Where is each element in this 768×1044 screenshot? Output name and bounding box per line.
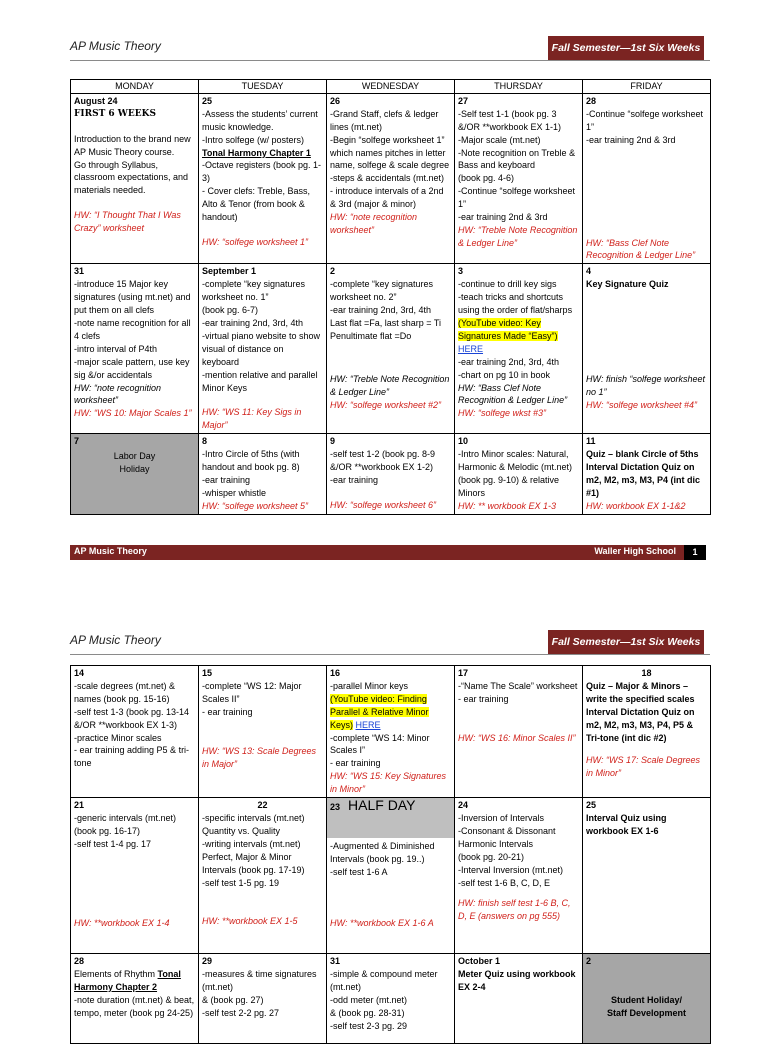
lesson-text: -note name recognition for all 4 clefs xyxy=(74,317,191,341)
day-number: October 1 xyxy=(458,956,501,967)
lesson-text: -mention relative and parallel Minor Keys xyxy=(202,369,318,393)
lesson-text: -ear training 2nd & 3rd xyxy=(586,134,676,145)
lesson-text: -practice Minor scales xyxy=(74,732,162,743)
quiz-label: Quiz – blank Circle of 5ths xyxy=(586,449,699,460)
lesson-text: -Note recognition on Treble & Bass and keyboard xyxy=(458,147,576,171)
lesson-text: -ear training 2nd, 3rd, 4th xyxy=(330,305,432,316)
lesson-text: -ear training xyxy=(202,474,251,485)
lesson-text: -parallel Minor keys xyxy=(330,680,409,691)
lesson-text: -writing intervals (mt.net) Perfect, Major & Minor Intervals (book pg. 17-19) xyxy=(202,838,305,875)
day-cell-sep-2 xyxy=(327,264,455,434)
quiz-label: Interval Dictation Quiz on m2, M2, m3, M3, P4, P5 & Tri-tone (int dic #2) xyxy=(586,706,695,743)
homework-text: HW: workbook EX 1-1&2 xyxy=(586,500,686,511)
day-cell-sep-4 xyxy=(583,264,711,434)
lesson-text: -Interval Inversion (mt.net) xyxy=(458,864,564,875)
week-row xyxy=(71,434,711,514)
homework-text: HW: “I Thought That I Was Crazy” worksheet xyxy=(74,210,181,234)
day-header: FRIDAY xyxy=(583,80,711,94)
lesson-text: -complete “WS 14: Minor Scales I” xyxy=(330,732,430,756)
quiz-label: Key Signature Quiz xyxy=(586,279,669,290)
day-header: TUESDAY xyxy=(199,80,327,94)
semester-badge: Fall Semester—1st Six Weeks xyxy=(548,630,704,655)
lesson-text: -simple & compound meter (mt.net) xyxy=(330,968,438,992)
lesson-text: -ear training xyxy=(330,474,379,485)
quiz-label: Interval Dictation Quiz on m2, M2, m3, M3, P4 (int dic #1) xyxy=(586,462,701,498)
day-number: 10 xyxy=(458,436,469,447)
lesson-text: Elements of Rhythm xyxy=(74,968,156,979)
day-number: 9 xyxy=(330,436,336,447)
course-title: AP Music Theory xyxy=(70,39,161,53)
day-number: 28 xyxy=(586,95,597,106)
footer-course: AP Music Theory xyxy=(74,546,147,556)
homework-text: HW: **workbook EX 1-5 xyxy=(202,916,298,927)
day-cell-sep-29 xyxy=(199,954,327,1044)
homework-text: HW: “solfege worksheet 5” xyxy=(202,500,309,511)
homework-text: HW: “note recognition worksheet” xyxy=(330,212,418,235)
day-header: WEDNESDAY xyxy=(327,80,455,94)
youtube-note: (YouTube video: Key Signatures Made “Easy”) xyxy=(458,317,558,341)
day-number: 27 xyxy=(458,95,469,106)
course-title: AP Music Theory xyxy=(70,633,161,647)
lesson-text: -odd meter (mt.net) xyxy=(330,994,408,1005)
day-header: THURSDAY xyxy=(455,80,583,94)
homework-text: HW: “WS 11: Key Sigs in Major” xyxy=(202,407,302,431)
day-number: 14 xyxy=(74,668,85,678)
lesson-text: -Intro Circle of 5ths (with handout and book pg. 8) xyxy=(202,449,300,473)
homework-text: HW: “WS 15: Key Signatures in Minor” xyxy=(330,771,447,795)
lesson-text: -measures & time signatures (mt.net) xyxy=(202,968,317,992)
lesson-text: -self test 1-5 pg. 19 xyxy=(202,877,280,888)
quiz-label: Quiz – Major & Minors – write the specified scales xyxy=(586,680,695,704)
day-number: August 24 xyxy=(74,95,118,106)
day-cell-oct-2 xyxy=(583,954,711,1044)
lesson-text: Go through Syllabus, classroom expectations, and materials needed. xyxy=(74,159,189,196)
video-link[interactable]: HERE xyxy=(355,719,381,730)
week-row xyxy=(71,798,711,954)
day-number: 29 xyxy=(202,956,213,967)
lesson-text: -ear training 2nd & 3rd xyxy=(458,212,548,223)
lesson-text: - ear training xyxy=(330,758,381,769)
footer-school: Waller High School xyxy=(594,546,676,556)
lesson-text: Penultimate flat =Do xyxy=(330,330,412,341)
page-footer xyxy=(70,545,706,560)
homework-text: HW: “solfege worksheet #4” xyxy=(586,399,698,410)
day-cell-sep-18 xyxy=(583,666,711,798)
page-header-2 xyxy=(0,628,768,668)
homework-text: HW: “Treble Note Recognition & Ledger Line” xyxy=(330,373,450,397)
lesson-text: (book pg. 6-7) xyxy=(202,305,259,316)
youtube-note: (YouTube video: Finding Parallel & Relative Minor Keys) xyxy=(330,693,429,730)
day-cell-sep-8 xyxy=(199,434,327,514)
day-number: 15 xyxy=(202,668,213,678)
week-row xyxy=(71,954,711,1044)
holiday-label: Student Holiday/ xyxy=(610,994,682,1005)
lesson-text: -self test 1-2 (book pg. 8-9 &/OR **workbook EX 1-2) xyxy=(330,449,436,473)
lesson-text: -whisper whistle xyxy=(202,487,267,498)
day-cell-sep-1 xyxy=(199,264,327,434)
day-number: 26 xyxy=(330,95,341,106)
day-cell-sep-16 xyxy=(327,666,455,798)
lesson-text: -scale degrees (mt.net) & names (book pg. 15-16) xyxy=(74,680,176,704)
day-cell-sep-22 xyxy=(199,798,327,954)
day-cell-sep-3 xyxy=(455,264,583,434)
lesson-text: -specific intervals (mt.net) Quantity vs. Quality xyxy=(202,812,305,836)
lesson-text: Introduction to the brand new AP Music Theory course. xyxy=(74,133,191,157)
day-cell-sep-31 xyxy=(327,954,455,1044)
lesson-text: -self test 1-3 (book pg. 13-14 &/OR **workbook EX 1-3) xyxy=(74,706,190,730)
homework-text: HW: finish “solfege worksheet no 1” xyxy=(586,374,706,398)
homework-text: HW: **workbook EX 1-6 A xyxy=(330,917,434,928)
homework-text: HW: **workbook EX 1-4 xyxy=(74,917,170,928)
lesson-text: -Octave registers (book pg. 1-3) xyxy=(202,160,322,184)
homework-text: HW: “WS 10: Major Scales 1” xyxy=(74,408,192,419)
day-number: 25 xyxy=(586,800,597,811)
quiz-label: Interval Quiz using workbook EX 1-6 xyxy=(586,812,667,836)
day-cell-aug-25 xyxy=(199,93,327,263)
day-cell-sep-24 xyxy=(455,798,583,954)
day-number: 23 xyxy=(330,802,341,813)
day-number: 11 xyxy=(586,436,596,447)
homework-text: HW: “WS 13: Scale Degrees in Major” xyxy=(202,745,317,769)
day-cell-sep-15 xyxy=(199,666,327,798)
day-number: 16 xyxy=(330,668,341,678)
day-cell-aug-26 xyxy=(327,93,455,263)
lesson-text: -note duration (mt.net) & beat, tempo, meter (book pg 24-25) xyxy=(74,994,195,1018)
quiz-label: Meter Quiz using workbook EX 2-4 xyxy=(458,968,576,992)
lesson-text: -ear training 2nd, 3rd, 4th xyxy=(458,356,560,367)
lesson-text: -chart on pg 10 in book xyxy=(458,369,551,380)
lesson-text: -complete “key signatures worksheet no. 1” xyxy=(202,279,306,303)
lesson-text: -self test 1-4 pg. 17 xyxy=(74,838,152,849)
lesson-text: -Intro solfege (w/ posters) xyxy=(202,134,305,145)
header-divider xyxy=(70,60,710,61)
lesson-text: -complete “key signatures worksheet no. 2” xyxy=(330,279,434,303)
lesson-text: -introduce 15 Major key signatures (using mt.net) and put them on all clefs xyxy=(74,279,191,316)
first-six-weeks-label: FIRST 6 WEEKS xyxy=(74,108,156,119)
lesson-text: - ear training xyxy=(202,706,253,717)
day-number: 2 xyxy=(330,266,336,277)
lesson-text: -complete “WS 12: Major Scales II” xyxy=(202,680,302,704)
lesson-text: -ear training 2nd, 3rd, 4th xyxy=(202,317,304,328)
lesson-text: -Major scale (mt.net) xyxy=(458,134,541,145)
lesson-text: -self test 1-6 A xyxy=(330,866,388,877)
holiday-label: Holiday xyxy=(119,464,150,475)
day-number: 31 xyxy=(74,266,85,277)
chapter-reference: Tonal Harmony Chapter 2 xyxy=(74,968,181,992)
day-cell-sep-25 xyxy=(583,798,711,954)
homework-text: HW: “solfege worksheet 6” xyxy=(330,499,437,510)
lesson-text: -“Name The Scale” worksheet xyxy=(458,680,578,691)
lesson-text: Last flat =Fa, last sharp = Ti xyxy=(330,317,442,328)
homework-text: HW: “WS 17: Scale Degrees in Minor” xyxy=(586,755,701,779)
lesson-text: -teach tricks and shortcuts using the order of flat/sharps xyxy=(458,292,573,316)
homework-text: HW: “note recognition worksheet” xyxy=(74,382,162,406)
day-number: 28 xyxy=(74,956,85,967)
lesson-text: -Continue “solfege worksheet 1” xyxy=(586,108,704,132)
day-number: 24 xyxy=(458,800,469,811)
day-cell-oct-1 xyxy=(455,954,583,1044)
lesson-text: -virtual piano website to show visual of distance on keyboard xyxy=(202,330,321,367)
lesson-text: -Consonant & Dissonant Harmonic Intervals xyxy=(458,825,556,849)
half-day-label: HALF DAY xyxy=(348,797,416,814)
day-cell-sep-23 xyxy=(327,798,455,954)
lesson-text: - ear training adding P5 & tri-tone xyxy=(74,745,190,769)
day-cell-aug-28 xyxy=(583,93,711,263)
lesson-text: -generic intervals (mt.net) (book pg. 16-17) xyxy=(74,812,177,836)
calendar-table-page-2 xyxy=(70,665,711,1044)
homework-text: HW: “Bass Clef Note Recognition & Ledger Line” xyxy=(458,382,568,406)
lesson-text: - Cover clefs: Treble, Bass, Alto & Tenor (from book & handout) xyxy=(202,186,311,223)
lesson-text: (book pg. 4-6) xyxy=(458,173,515,184)
lesson-text: -Intro Minor scales: Natural, Harmonic & Melodic (mt.net) (book pg. 9-10) & relative Minors xyxy=(458,449,573,498)
lesson-text: -Begin “solfege worksheet 1” which names pitches in letter name, solfege & scale degree xyxy=(330,134,450,171)
lesson-text: -self test 2-2 pg. 27 xyxy=(202,1007,280,1018)
day-cell-sep-17 xyxy=(455,666,583,798)
calendar-table-page-1 xyxy=(70,79,711,515)
week-row xyxy=(71,666,711,798)
day-number: 31 xyxy=(330,956,341,967)
half-day-banner xyxy=(327,798,454,838)
lesson-text: & (book pg. 28-31) xyxy=(330,1007,405,1018)
homework-text: HW: ** workbook EX 1-3 xyxy=(458,500,557,511)
lesson-text: -steps & accidentals (mt.net) xyxy=(330,173,445,184)
homework-text: HW: “WS 16: Minor Scales II” xyxy=(458,732,576,743)
semester-badge: Fall Semester—1st Six Weeks xyxy=(548,36,704,61)
day-number: September 1 xyxy=(202,266,257,277)
homework-text: HW: “Treble Note Recognition & Ledger Line” xyxy=(458,224,578,248)
lesson-text: - ear training xyxy=(458,693,509,704)
day-cell-sep-14 xyxy=(71,666,199,798)
day-number: 18 xyxy=(641,668,652,678)
lesson-text: -self test 1-6 B, C, D, E xyxy=(458,877,551,888)
week-row xyxy=(71,264,711,434)
lesson-text: -continue to drill key sigs xyxy=(458,279,557,290)
homework-text: HW: “Bass Clef Note Recognition & Ledger Line” xyxy=(586,237,696,261)
lesson-text: -Inversion of Intervals xyxy=(458,812,545,823)
week-row xyxy=(71,93,711,263)
day-cell-sep-21 xyxy=(71,798,199,954)
homework-text: HW: finish self test 1-6 B, C, D, E (answers on pg 555) xyxy=(458,898,571,922)
day-number: 21 xyxy=(74,800,85,811)
lesson-text: & (book pg. 27) xyxy=(202,994,264,1005)
lesson-text: -Grand Staff, clefs & ledger lines (mt.net) xyxy=(330,108,439,132)
day-cell-aug-24 xyxy=(71,93,199,263)
chapter-reference: Tonal Harmony Chapter 1 xyxy=(202,147,311,158)
page-number: 1 xyxy=(684,545,706,560)
lesson-text: - introduce intervals of a 2nd & 3rd (major & minor) xyxy=(330,186,444,210)
day-number: 22 xyxy=(257,800,268,811)
lesson-text: -Continue “solfege worksheet 1” xyxy=(458,186,576,210)
holiday-label: Staff Development xyxy=(606,1007,686,1018)
homework-text: HW: “solfege worksheet #2” xyxy=(330,399,442,410)
day-cell-sep-7 xyxy=(71,434,199,514)
day-cell-sep-11 xyxy=(583,434,711,514)
lesson-text: -intro interval of P4th xyxy=(74,343,158,354)
day-cell-sep-10 xyxy=(455,434,583,514)
lesson-text: -Self test 1-1 (book pg. 3 &/OR **workbook EX 1-1) xyxy=(458,108,562,132)
day-number: 8 xyxy=(202,436,208,447)
day-cell-aug-31 xyxy=(71,264,199,434)
lesson-text: (book pg. 20-21) xyxy=(458,851,525,862)
homework-text: HW: “solfege wkst #3” xyxy=(458,408,547,419)
video-link[interactable]: HERE xyxy=(458,343,484,354)
day-number: 17 xyxy=(458,668,469,678)
day-number: 25 xyxy=(202,95,213,106)
day-header-row xyxy=(71,80,711,94)
holiday-label: Labor Day xyxy=(113,451,156,462)
day-number: 2 xyxy=(586,956,592,967)
day-cell-sep-9 xyxy=(327,434,455,514)
homework-text: HW: “solfege worksheet 1” xyxy=(202,236,309,247)
day-number: 7 xyxy=(74,436,80,447)
lesson-text: -Augmented & Diminished Intervals (book pg. 19..) xyxy=(330,841,435,864)
lesson-text: -major scale pattern, use key sig &/or accidentals xyxy=(74,356,190,380)
day-header: MONDAY xyxy=(71,80,199,94)
day-number: 4 xyxy=(586,266,592,277)
day-number: 3 xyxy=(458,266,464,277)
lesson-text: -Assess the students’ current music knowledge. xyxy=(202,108,318,132)
lesson-text: -self test 2-3 pg. 29 xyxy=(330,1020,408,1031)
page-header-1 xyxy=(0,34,768,74)
day-cell-aug-27 xyxy=(455,93,583,263)
day-cell-sep-28 xyxy=(71,954,199,1044)
header-divider xyxy=(70,654,710,655)
